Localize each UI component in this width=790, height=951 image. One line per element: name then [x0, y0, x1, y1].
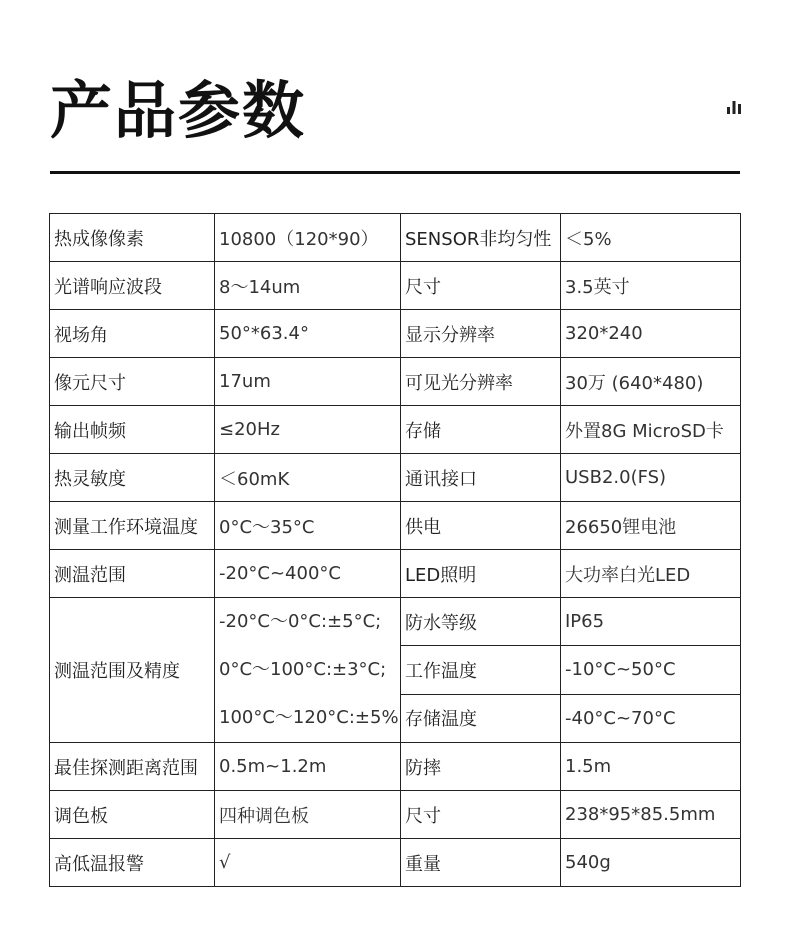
spec-value: 3.5英寸 — [561, 262, 741, 310]
spec-label: 重量 — [401, 839, 561, 887]
spec-value: 大功率白光LED — [561, 550, 741, 598]
spec-value: ＜5% — [561, 214, 741, 262]
table-row — [50, 214, 741, 262]
spec-label: 尺寸 — [401, 791, 561, 839]
spec-label: 视场角 — [50, 310, 215, 358]
bar-chart-icon — [726, 99, 742, 115]
spec-label: 存储温度 — [401, 694, 561, 742]
table-row — [50, 598, 741, 646]
spec-label: 测量工作环境温度 — [50, 502, 215, 550]
accuracy-line: 0°C～100°C:±3°C; — [219, 659, 387, 680]
table-row — [50, 502, 741, 550]
spec-value: 四种调色板 — [215, 791, 401, 839]
spec-label: 光谱响应波段 — [50, 262, 215, 310]
spec-label: 热成像像素 — [50, 214, 215, 262]
spec-label: 供电 — [401, 502, 561, 550]
table-row — [50, 550, 741, 598]
table-row — [50, 406, 741, 454]
spec-value: -20°C~400°C — [215, 550, 401, 598]
table-row — [50, 839, 741, 887]
spec-value: 30万 (640*480) — [561, 358, 741, 406]
spec-value: -10°C~50°C — [561, 646, 741, 694]
spec-value: IP65 — [561, 598, 741, 646]
spec-value: ≤20Hz — [215, 406, 401, 454]
spec-label: 尺寸 — [401, 262, 561, 310]
spec-value: 50°*63.4° — [215, 310, 401, 358]
spec-value: USB2.0(FS) — [561, 454, 741, 502]
spec-value: ＜60mK — [215, 454, 401, 502]
spec-value: 17um — [215, 358, 401, 406]
spec-value: -40°C~70°C — [561, 694, 741, 742]
spec-label: 高低温报警 — [50, 839, 215, 887]
spec-value: 1.5m — [561, 743, 741, 791]
spec-value: 0.5m~1.2m — [215, 743, 401, 791]
spec-value: 8～14um — [215, 262, 401, 310]
spec-value: 0°C～35°C — [215, 502, 401, 550]
spec-value: 10800（120*90） — [215, 214, 401, 262]
table-row — [50, 454, 741, 502]
spec-label: SENSOR非均匀性 — [401, 214, 561, 262]
spec-label: 调色板 — [50, 791, 215, 839]
spec-label: 通讯接口 — [401, 454, 561, 502]
spec-label: 最佳探测距离范围 — [50, 743, 215, 791]
spec-label: 显示分辨率 — [401, 310, 561, 358]
page-title: 产品参数 — [50, 74, 307, 147]
spec-value: 外置8G MicroSD卡 — [561, 406, 741, 454]
spec-label: 可见光分辨率 — [401, 358, 561, 406]
table-row — [50, 791, 741, 839]
spec-label: 测温范围 — [50, 550, 215, 598]
spec-label: LED照明 — [401, 550, 561, 598]
spec-table — [49, 213, 741, 887]
accuracy-line: 100°C～120°C:±5% — [219, 707, 399, 728]
table-row — [50, 310, 741, 358]
spec-label: 输出帧频 — [50, 406, 215, 454]
spec-label: 存储 — [401, 406, 561, 454]
spec-value: 26650锂电池 — [561, 502, 741, 550]
spec-label: 工作温度 — [401, 646, 561, 694]
table-row — [50, 743, 741, 791]
spec-label: 像元尺寸 — [50, 358, 215, 406]
table-row — [50, 262, 741, 310]
accuracy-line: -20°C～0°C:±5°C; — [219, 611, 382, 632]
table-row — [50, 358, 741, 406]
spec-label: 防摔 — [401, 743, 561, 791]
spec-value: 238*95*85.5mm — [561, 791, 741, 839]
spec-label: 防水等级 — [401, 598, 561, 646]
accuracy-label: 测温范围及精度 — [50, 598, 215, 743]
title-divider — [50, 171, 740, 174]
spec-value: 320*240 — [561, 310, 741, 358]
accuracy-values — [215, 598, 401, 743]
spec-value: 540g — [561, 839, 741, 887]
spec-label: 热灵敏度 — [50, 454, 215, 502]
spec-value: √ — [215, 839, 401, 887]
